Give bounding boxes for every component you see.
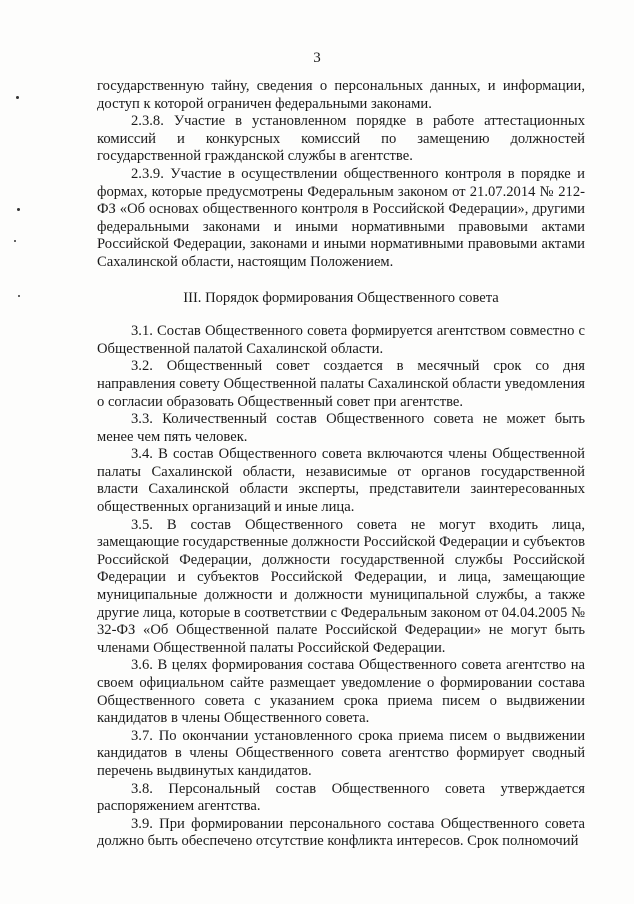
scan-speck: [17, 208, 20, 211]
scan-speck: [14, 240, 16, 242]
paragraph-continuation: государственную тайну, сведения о персональных данных, и информации, доступ к которой ограничен федеральными законами.: [97, 78, 585, 112]
paragraph-3-4: 3.4. В состав Общественного совета включаются члены Общественной палаты Сахалинской области, независимые от органов государственной власти Сахалинской области эксперты, представители заинтересованных общественных организаций и иные лица.: [97, 446, 585, 516]
paragraph-3-5: 3.5. В состав Общественного совета не могут входить лица, замещающие государственные должности Российской Федерации и субъектов Российской Федерации, должности государственной службы Российской Федерации и субъектов Российской Федерации, и лица, замещающие муниципальные должности и должности муниципальной службы, а также другие лица, которые в соответствии с Федеральным законом от 04.04.2005 № 32-ФЗ «Об Общественной палате Российской Федерации» не могут быть членами Общественной палаты Российской Федерации.: [97, 516, 585, 656]
paragraph-3-1: 3.1. Состав Общественного совета формируется агентством совместно с Общественной палатой Сахалинской области.: [97, 323, 585, 357]
paragraph-3-2: 3.2. Общественный совет создается в месячный срок со дня направления совету Общественной палаты Сахалинской области уведомления о согласии образовать Общественный совет при агентстве.: [97, 358, 585, 410]
document-body: [97, 78, 585, 851]
scan-speck: [16, 96, 19, 99]
paragraph-3-6: 3.6. В целях формирования состава Общественного совета агентство на своем официальном сайте размещает уведомление о формировании состава Общественного совета с указанием срока приема писем о выдвижении кандидатов в члены Общественного совета.: [97, 657, 585, 727]
paragraph-3-7: 3.7. По окончании установленного срока приема писем о выдвижении кандидатов в члены Общественного совета агентство формирует сводный перечень выдвинутых кандидатов.: [97, 727, 585, 779]
section-heading: III. Порядок формирования Общественного совета: [183, 289, 499, 306]
paragraph-3-3: 3.3. Количественный состав Общественного совета не может быть менее чем пять человек.: [97, 411, 585, 445]
paragraph-3-8: 3.8. Персональный состав Общественного совета утверждается распоряжением агентства.: [97, 780, 585, 815]
paragraph-3-9: 3.9. При формировании персонального состава Общественного совета должно быть обеспечено отсутствие конфликта интересов. Срок полномочий: [97, 815, 585, 850]
scan-speck: [18, 295, 20, 297]
paragraph-2-3-9: 2.3.9. Участие в осуществлении общественного контроля в порядке и формах, которые предусмотрены Федеральным законом от 21.07.2014 № 212-ФЗ «Об основах общественного контроля в Российской Федерации», другими федеральными законами и иными нормативными правовыми актами Российской Федерации, законами и иными нормативными правовыми актами Сахалинской области, настоящим Положением.: [97, 165, 585, 270]
page-number: 3: [313, 50, 321, 66]
paragraph-2-3-8: 2.3.8. Участие в установленном порядке в работе аттестационных комиссий и конкурсных комиссий по замещению должностей государственной гражданской службы в агентстве.: [97, 113, 585, 165]
